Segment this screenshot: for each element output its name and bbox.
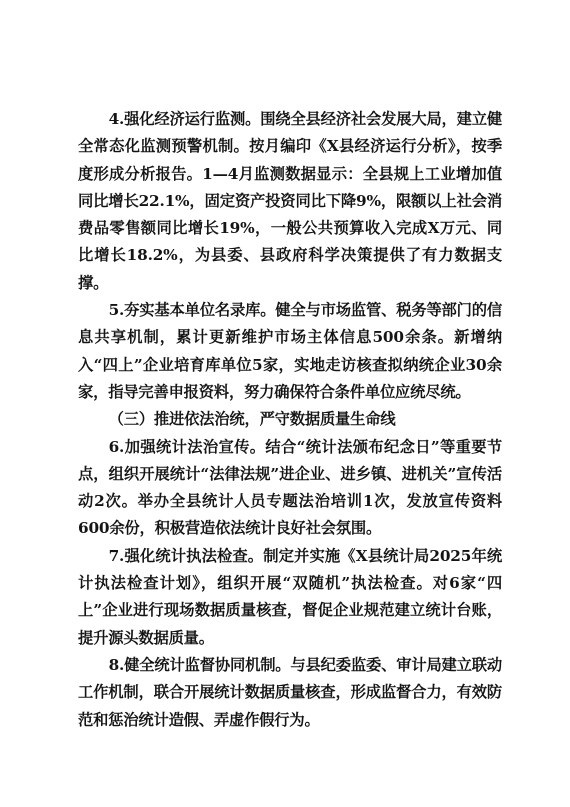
paragraph-unit-directory: 5.夯实基本单位名录库。健全与市场监管、税务等部门的信息共享机制，累计更新维护市场主体信息500余条。新增纳入“四上”企业培育库单位5家，实地走访核查拟纳统企业30余家，指导完善申报资料，努力确保符合条件单位应统尽统。 (78, 301, 502, 401)
paragraph-supervision-mechanism: 8.健全统计监督协同机制。与县纪委监委、审计局建立联动工作机制，联合开展统计数据质量核查，形成监督合力，有效防范和惩治统计造假、弄虚作假行为。 (78, 655, 502, 729)
paragraph-law-enforcement: 7.强化统计执法检查。制定并实施《X县统计局2025年统计执法检查计划》，组织开展“双随机”执法检查。对6家“四上”企业进行现场数据质量核查，督促企业规范建立统计台账，提升源头数据质量。 (78, 546, 502, 647)
paragraph-economic-monitoring: 4.强化经济运行监测。围绕全县经济社会发展大局，建立健全常态化监测预警机制。按月编印《X县经济运行分析》，按季度形成分析报告。1—4月监测数据显示：全县规上工业增加值同比增长22.1%，固定资产投资同比下降9%，限额以上社会消费品零售额同比增长19%，一般公共预算收入完成X万元、同比增长18.2%，为县委、县政府科学决策提供了有力数据支撑。 (78, 110, 502, 292)
paragraph-legal-publicity: 6.加强统计法治宣传。结合“统计法颁布纪念日”等重要节点，组织开展统计“法律法规”进企业、进乡镇、进机关”宣传活动2次。举办全县统计人员专题法治培训1次，发放宣传资料600余份，积极营造依法统计良好社会氛围。 (78, 437, 502, 538)
document-body (78, 106, 502, 734)
section-heading-rule-of-law: （三）推进依法治统，严守数据质量生命线 (108, 410, 396, 429)
